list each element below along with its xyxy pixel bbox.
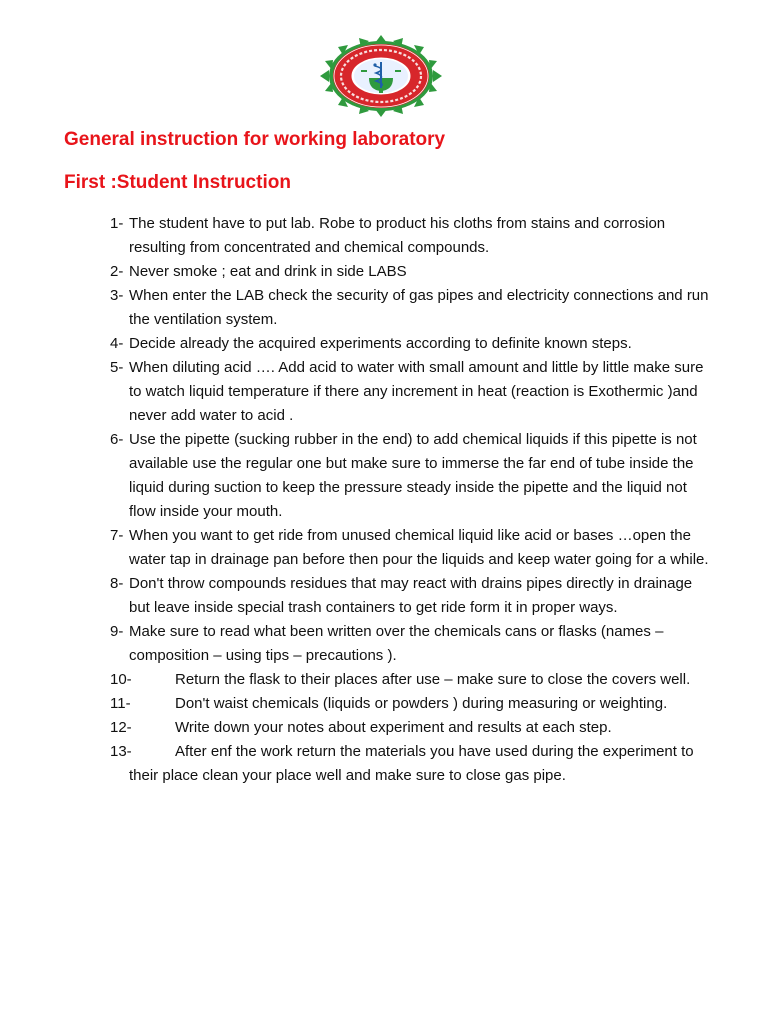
instruction-item — [110, 332, 710, 356]
instruction-item — [110, 668, 710, 692]
instruction-item — [110, 260, 710, 284]
item-number: 11- — [110, 695, 131, 712]
item-text: Make sure to read what been written over the chemicals cans or flasks (names – composition – using tips – precautions ). — [129, 623, 664, 664]
item-number: 12- — [110, 719, 132, 736]
item-text: Decide already the acquired experiments according to definite known steps. — [129, 335, 632, 352]
section-subtitle: First :Student Instruction — [64, 172, 291, 193]
instruction-item — [110, 284, 710, 332]
instruction-item — [110, 572, 710, 620]
item-text: Use the pipette (sucking rubber in the end) to add chemical liquids if this pipette is not available use the regular one but make sure to immerse the far end of tube inside the liquid during suction to keep the pressure steady inside the pipette and the liquid not flow inside your mouth. — [129, 431, 697, 520]
item-text: When enter the LAB check the security of gas pipes and electricity connections and run the ventilation system. — [129, 287, 709, 328]
instruction-item — [110, 692, 710, 716]
item-number: 3- — [110, 287, 124, 304]
instruction-item — [110, 716, 710, 740]
instruction-item — [110, 428, 710, 524]
item-text: Write down your notes about experiment and results at each step. — [175, 719, 612, 736]
instruction-list — [110, 212, 710, 788]
instruction-item — [110, 524, 710, 572]
item-text: After enf the work return the materials you have used during the experiment to their place clean your place well and make sure to close gas pipe. — [129, 743, 694, 784]
item-number: 4- — [110, 335, 124, 352]
item-number: 5- — [110, 359, 124, 376]
item-text: Never smoke ; eat and drink in side LABS — [129, 263, 407, 280]
item-number: 13- — [110, 743, 132, 760]
college-seal-logo-icon — [318, 34, 444, 118]
item-number: 8- — [110, 575, 124, 592]
instruction-item — [110, 356, 710, 428]
item-text: The student have to put lab. Robe to product his cloths from stains and corrosion resulting from concentrated and chemical compounds. — [129, 215, 666, 256]
instruction-item — [110, 620, 710, 668]
instruction-item — [110, 212, 710, 260]
item-text: Don't waist chemicals (liquids or powders ) during measuring or weighting. — [175, 695, 668, 712]
document-title: General instruction for working laboratory — [64, 129, 446, 150]
instruction-item — [110, 740, 710, 788]
item-number: 6- — [110, 431, 124, 448]
item-number: 9- — [110, 623, 124, 640]
item-number: 10- — [110, 671, 132, 688]
item-number: 7- — [110, 527, 124, 544]
item-number: 1- — [110, 215, 124, 232]
item-text: Return the flask to their places after use – make sure to close the covers well. — [175, 671, 691, 688]
item-text: When diluting acid …. Add acid to water with small amount and little by little make sure to watch liquid temperature if there any increment in heat (reaction is Exothermic )and never add water to acid . — [129, 359, 704, 424]
item-number: 2- — [110, 263, 124, 280]
item-text: Don't throw compounds residues that may react with drains pipes directly in drainage but leave inside special trash containers to get ride form it in proper ways. — [129, 575, 693, 616]
item-text: When you want to get ride from unused chemical liquid like acid or bases …open the water tap in drainage pan before then pour the liquids and keep water going for a while. — [129, 527, 709, 568]
